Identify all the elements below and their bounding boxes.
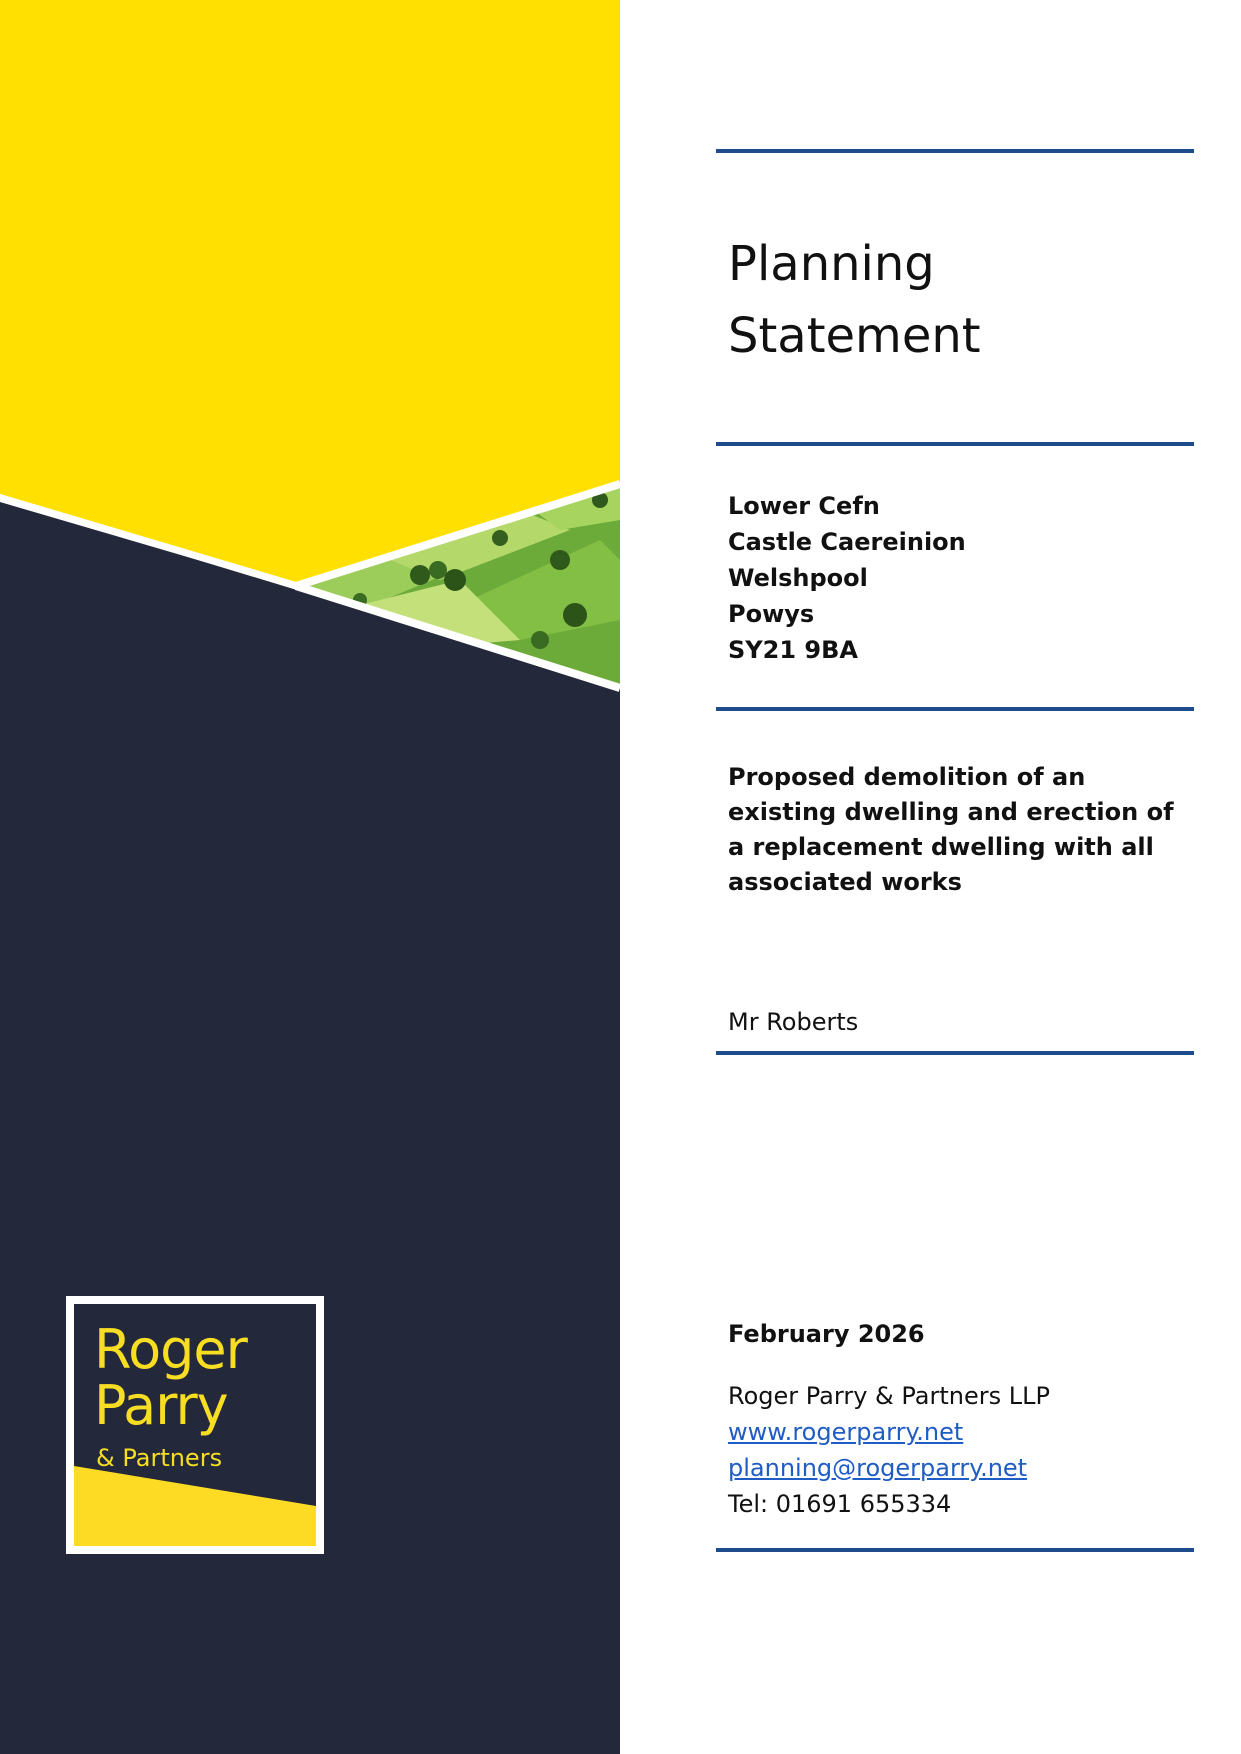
phone-number: Tel: 01691 655334 (728, 1490, 952, 1518)
document-title (728, 228, 981, 372)
contact-block (728, 1378, 1050, 1522)
address-line: Lower Cefn (728, 492, 880, 520)
address-line: Powys (728, 600, 815, 628)
divider-rule-3 (716, 707, 1194, 711)
document-date: February 2026 (728, 1320, 925, 1348)
title-line-1: Planning (728, 236, 935, 292)
address-line: SY21 9BA (728, 636, 858, 664)
divider-rule-5 (716, 1548, 1194, 1552)
company-logo (66, 1296, 324, 1554)
address-line: Castle Caereinion (728, 528, 966, 556)
client-name: Mr Roberts (728, 1008, 859, 1036)
cover-graphic-panel (0, 0, 620, 1754)
email-link[interactable]: planning@rogerparry.net (728, 1454, 1028, 1482)
company-name: Roger Parry & Partners LLP (728, 1382, 1050, 1410)
website-link[interactable]: www.rogerparry.net (728, 1418, 964, 1446)
proposal-description: Proposed demolition of an existing dwelling and erection of a replacement dwelling with all associated works (728, 763, 1174, 896)
divider-rule-1 (716, 149, 1194, 153)
navy-block (0, 500, 620, 1754)
logo-text-parry: Parry (94, 1374, 228, 1437)
yellow-block (0, 0, 620, 582)
logo-yellow-wedge (74, 1466, 316, 1546)
logo-text-partners: & Partners (96, 1444, 223, 1472)
divider-rule-4 (716, 1051, 1194, 1055)
logo-text-roger: Roger (94, 1318, 247, 1381)
address-line: Welshpool (728, 564, 868, 592)
title-line-2: Statement (728, 308, 981, 364)
site-address (728, 488, 966, 668)
divider-rule-2 (716, 442, 1194, 446)
